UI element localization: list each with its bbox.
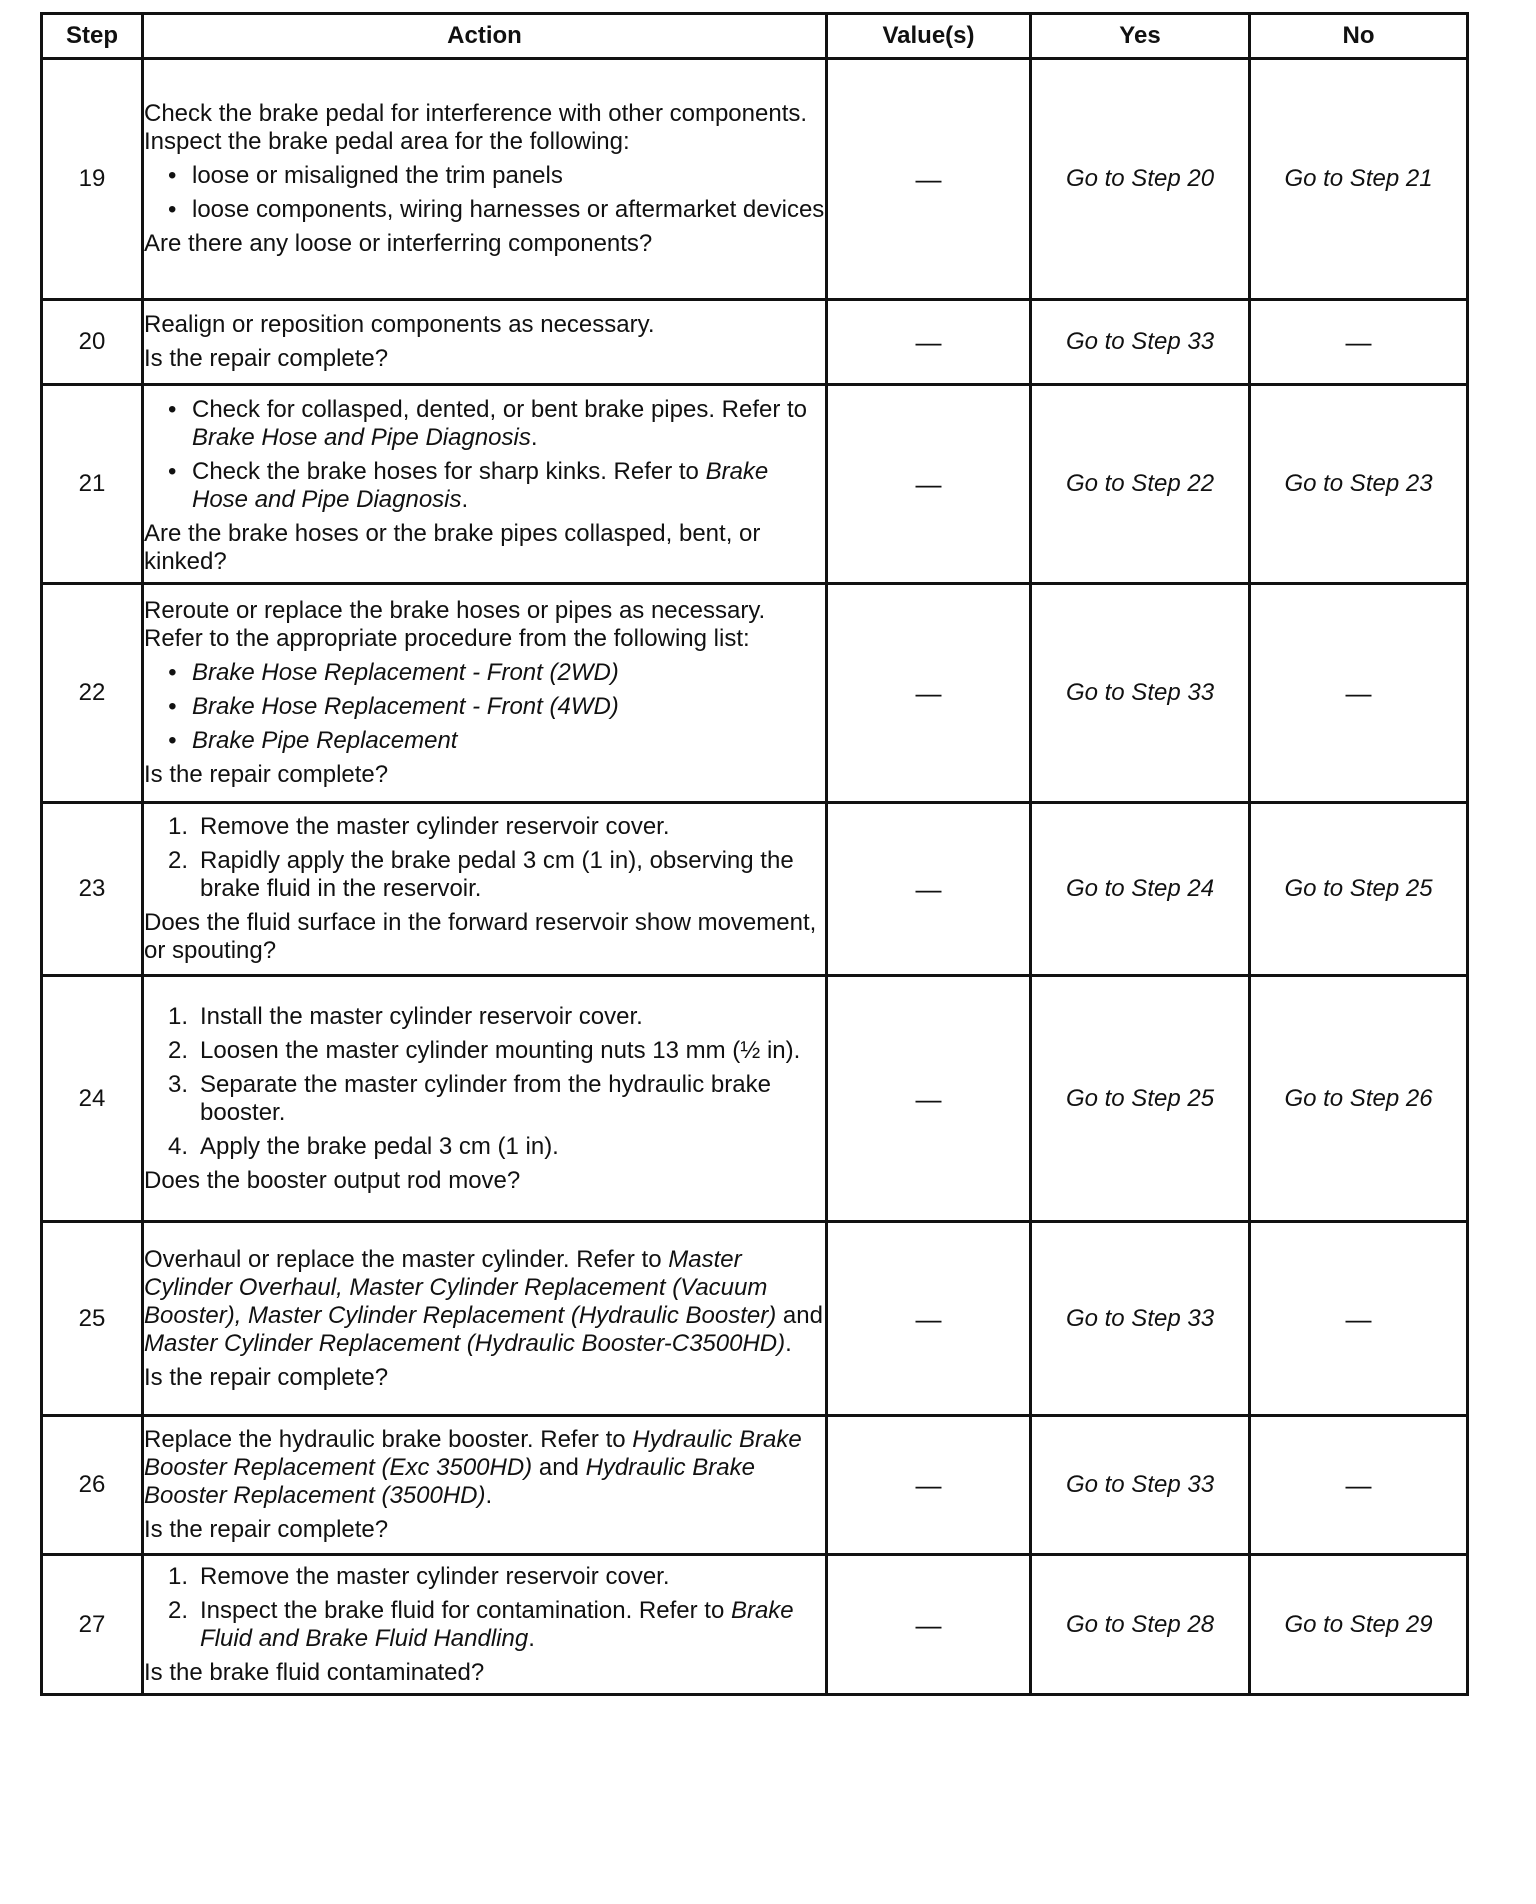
- question-text: Is the repair complete?: [144, 1516, 389, 1543]
- punctuation: .: [485, 1482, 493, 1509]
- step-number: 26: [42, 1416, 143, 1555]
- list-item: • loose components, wiring harnesses or aftermarket devices: [144, 196, 825, 224]
- procedure-reference: • Brake Hose Replacement - Front (2WD): [144, 659, 825, 687]
- step-number: 25: [42, 1222, 143, 1416]
- action-cell: [143, 584, 827, 803]
- list-item: • loose or misaligned the trim panels: [144, 162, 825, 190]
- list-item: 4. Apply the brake pedal 3 cm (1 in).: [168, 1132, 559, 1160]
- list-item-text: Loosen the master cylinder mounting nuts 13 mm (½ in).: [200, 1036, 801, 1064]
- header-action: Action: [143, 14, 827, 59]
- action-text-part: Overhaul or replace the master cylinder. Refer to: [144, 1245, 669, 1273]
- list-item-text: Check the brake hoses for sharp kinks. Refer to: [192, 458, 706, 485]
- action-cell: [143, 385, 827, 584]
- question-text: Does the fluid surface in the forward reservoir show movement, or spouting?: [144, 909, 817, 964]
- header-yes: Yes: [1031, 14, 1250, 59]
- table-row: [42, 803, 1468, 976]
- question-text: Is the repair complete?: [144, 1363, 389, 1391]
- bullet-list: [144, 396, 825, 514]
- action-cell: [143, 1416, 827, 1555]
- no-cell: Go to Step 23: [1250, 385, 1468, 584]
- value-cell: —: [827, 300, 1031, 385]
- table-row: [42, 584, 1468, 803]
- step-number: 22: [42, 584, 143, 803]
- step-number: 24: [42, 976, 143, 1222]
- action-text: [144, 1426, 825, 1510]
- no-cell: Go to Step 25: [1250, 803, 1468, 976]
- header-step: Step: [42, 14, 143, 59]
- step-number: 19: [42, 59, 143, 300]
- step-number: 27: [42, 1555, 143, 1695]
- procedure-reference: • Brake Hose Replacement - Front (4WD): [144, 693, 825, 721]
- action-text-part: Replace the hydraulic brake booster. Refer to: [144, 1426, 633, 1453]
- procedure-reference: Master Cylinder Overhaul, Master Cylinder Replacement (Vacuum Booster), Master Cylinder Replacement (Hydraulic Booster): [144, 1245, 777, 1329]
- table-row: [42, 976, 1468, 1222]
- list-item: 1. Remove the master cylinder reservoir cover.: [168, 1562, 670, 1590]
- yes-cell: Go to Step 25: [1031, 976, 1250, 1222]
- step-number: 20: [42, 300, 143, 385]
- value-cell: —: [827, 1222, 1031, 1416]
- list-item-text: Remove the master cylinder reservoir cover.: [200, 813, 670, 840]
- list-item-text: Check for collasped, dented, or bent brake pipes. Refer to: [192, 396, 808, 423]
- yes-cell: Go to Step 20: [1031, 59, 1250, 300]
- value-cell: —: [827, 1416, 1031, 1555]
- action-text: Check the brake pedal for interference with other components. Inspect the brake pedal area for the following:: [144, 100, 808, 155]
- list-item: 2. Inspect the brake fluid for contamination. Refer to Brake Fluid and Brake Fluid Handling.: [168, 1596, 794, 1652]
- table-row: [42, 1416, 1468, 1555]
- list-item: 1. Install the master cylinder reservoir cover.: [168, 1002, 643, 1030]
- question-text: Does the booster output rod move?: [144, 1166, 521, 1194]
- step-number: 23: [42, 803, 143, 976]
- table-row: [42, 385, 1468, 584]
- action-cell: [143, 1222, 827, 1416]
- action-cell: [143, 803, 827, 976]
- punctuation: .: [461, 486, 469, 513]
- action-cell: [143, 1555, 827, 1695]
- procedure-reference: • Brake Pipe Replacement: [144, 727, 825, 755]
- no-cell: —: [1250, 300, 1468, 385]
- table-row: [42, 59, 1468, 300]
- list-item-text: Inspect the brake fluid for contamination. Refer to: [200, 1596, 731, 1624]
- value-cell: —: [827, 59, 1031, 300]
- yes-cell: Go to Step 33: [1031, 1222, 1250, 1416]
- yes-cell: Go to Step 33: [1031, 584, 1250, 803]
- procedure-reference: Brake Hose and Pipe Diagnosis: [192, 458, 769, 513]
- no-cell: Go to Step 26: [1250, 976, 1468, 1222]
- header-values: Value(s): [827, 14, 1031, 59]
- yes-cell: Go to Step 33: [1031, 1416, 1250, 1555]
- question-text: Are there any loose or interferring components?: [144, 230, 653, 257]
- procedure-reference: Hydraulic Brake Booster Replacement (3500HD): [144, 1454, 755, 1509]
- action-text: Reroute or replace the brake hoses or pipes as necessary. Refer to the appropriate procedure from the following list:: [144, 597, 766, 652]
- action-cell: [143, 59, 827, 300]
- value-cell: —: [827, 1555, 1031, 1695]
- diagnostic-table: [40, 12, 1469, 1696]
- procedure-reference: Master Cylinder Replacement (Hydraulic Booster-C3500HD): [144, 1329, 786, 1357]
- value-cell: —: [827, 803, 1031, 976]
- yes-cell: Go to Step 22: [1031, 385, 1250, 584]
- list-item-text: Separate the master cylinder from the hydraulic brake booster.: [200, 1070, 771, 1126]
- header-row: [42, 14, 1468, 59]
- table-row: [42, 1222, 1468, 1416]
- value-cell: —: [827, 976, 1031, 1222]
- step-number: 21: [42, 385, 143, 584]
- action-text-part: and: [532, 1454, 586, 1481]
- value-cell: —: [827, 385, 1031, 584]
- list-item-text: Rapidly apply the brake pedal 3 cm (1 in), observing the brake fluid in the reservoir.: [200, 847, 794, 902]
- numbered-list: [144, 1003, 825, 1161]
- action-cell: [143, 976, 827, 1222]
- list-item: 2. Rapidly apply the brake pedal 3 cm (1 in), observing the brake fluid in the reservoir.: [168, 847, 794, 902]
- table-row: [42, 300, 1468, 385]
- list-item: 1. Remove the master cylinder reservoir cover.: [168, 813, 670, 840]
- list-item: 3. Separate the master cylinder from the hydraulic brake booster.: [168, 1070, 771, 1126]
- punctuation: .: [785, 1329, 792, 1357]
- procedure-reference: Brake Fluid and Brake Fluid Handling: [200, 1596, 794, 1652]
- header-no: No: [1250, 14, 1468, 59]
- bullet-list: [144, 659, 825, 755]
- procedure-reference: Hydraulic Brake Booster Replacement (Exc 3500HD): [144, 1426, 802, 1481]
- punctuation: .: [530, 424, 538, 451]
- yes-cell: Go to Step 33: [1031, 300, 1250, 385]
- no-cell: —: [1250, 584, 1468, 803]
- list-item-text: Install the master cylinder reservoir cover.: [200, 1002, 643, 1030]
- list-item: 2. Loosen the master cylinder mounting nuts 13 mm (½ in).: [168, 1036, 801, 1064]
- no-cell: —: [1250, 1416, 1468, 1555]
- yes-cell: Go to Step 24: [1031, 803, 1250, 976]
- action-text: Realign or reposition components as necessary.: [144, 311, 655, 338]
- value-cell: —: [827, 584, 1031, 803]
- question-text: Are the brake hoses or the brake pipes collasped, bent, or kinked?: [144, 520, 761, 575]
- list-item: [144, 458, 825, 514]
- no-cell: —: [1250, 1222, 1468, 1416]
- bullet-list: [144, 162, 825, 224]
- punctuation: .: [528, 1624, 535, 1652]
- list-item-text: Apply the brake pedal 3 cm (1 in).: [200, 1132, 559, 1160]
- yes-cell: Go to Step 28: [1031, 1555, 1250, 1695]
- numbered-list: [144, 813, 825, 903]
- numbered-list: [144, 1563, 825, 1653]
- procedure-reference: Brake Hose and Pipe Diagnosis: [192, 424, 531, 451]
- action-text: [144, 1246, 825, 1358]
- action-text-part: and: [776, 1301, 823, 1329]
- question-text: Is the brake fluid contaminated?: [144, 1658, 485, 1686]
- table-row: [42, 1555, 1468, 1695]
- question-text: Is the repair complete?: [144, 761, 389, 788]
- question-text: Is the repair complete?: [144, 345, 389, 372]
- list-item: [144, 396, 825, 452]
- list-item-text: Remove the master cylinder reservoir cover.: [200, 1562, 670, 1590]
- no-cell: Go to Step 21: [1250, 59, 1468, 300]
- no-cell: Go to Step 29: [1250, 1555, 1468, 1695]
- action-cell: [143, 300, 827, 385]
